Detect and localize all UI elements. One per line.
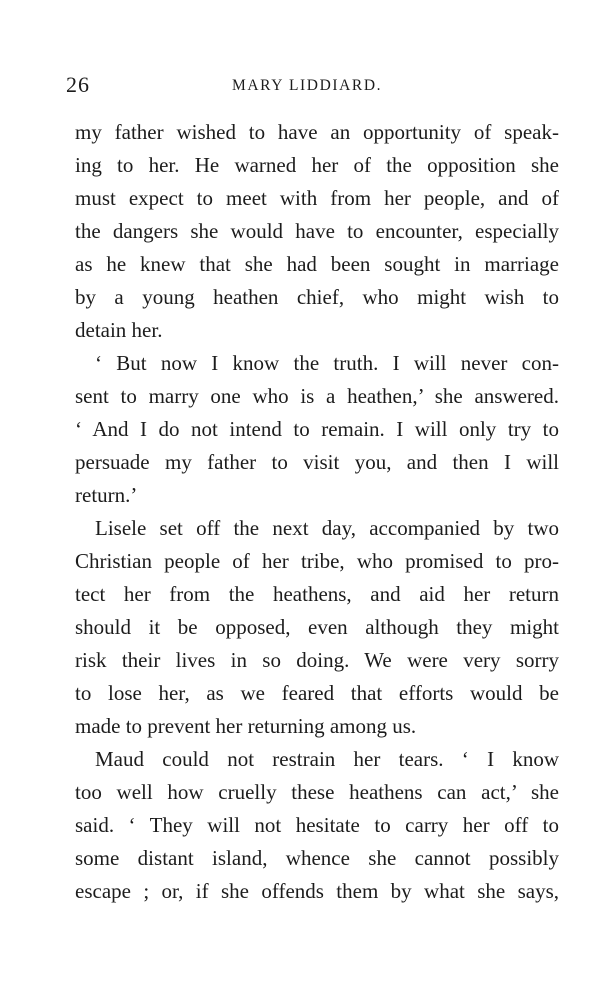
- text-line: Lisele set off the next day, accompanied by two: [95, 516, 559, 540]
- text-line: detain her.: [75, 318, 163, 342]
- text-line: by a young heathen chief, who might wish to: [75, 285, 559, 309]
- text-line: too well how cruelly these heathens can act,’ she: [75, 780, 559, 804]
- text-line: ing to her. He warned her of the opposition she: [75, 153, 559, 177]
- text-line: ‘ But now I know the truth. I will never con-: [95, 351, 559, 375]
- text-line: Maud could not restrain her tears. ‘ I know: [95, 747, 559, 771]
- text-line: made to prevent her returning among us.: [75, 714, 417, 738]
- text-line: Christian people of her tribe, who promised to pro-: [75, 549, 559, 573]
- text-line: sent to marry one who is a heathen,’ she answered.: [75, 384, 559, 408]
- text-line: said. ‘ They will not hesitate to carry her off to: [75, 813, 559, 837]
- text-line: return.’: [75, 483, 138, 507]
- text-line: must expect to meet with from her people, and of: [75, 186, 559, 210]
- text-line: risk their lives in so doing. We were very sorry: [75, 648, 559, 672]
- text-line: some distant island, whence she cannot possibly: [75, 846, 559, 870]
- text-line: should it be opposed, even although they might: [75, 615, 559, 639]
- page-header: [66, 72, 546, 102]
- running-title: MARY LIDDIARD.: [232, 77, 383, 94]
- text-line: the dangers she would have to encounter, especially: [75, 219, 559, 243]
- page-number: 26: [66, 72, 90, 97]
- text-line: persuade my father to visit you, and then I will: [75, 450, 559, 474]
- body-text: [75, 116, 559, 908]
- text-line: tect her from the heathens, and aid her return: [75, 582, 559, 606]
- text-line: my father wished to have an opportunity of speak-: [75, 120, 559, 144]
- text-line: to lose her, as we feared that efforts would be: [75, 681, 559, 705]
- text-line: escape ; or, if she offends them by what she says,: [75, 879, 559, 903]
- text-line: as he knew that she had been sought in marriage: [75, 252, 559, 276]
- text-line: ‘ And I do not intend to remain. I will only try to: [75, 417, 559, 441]
